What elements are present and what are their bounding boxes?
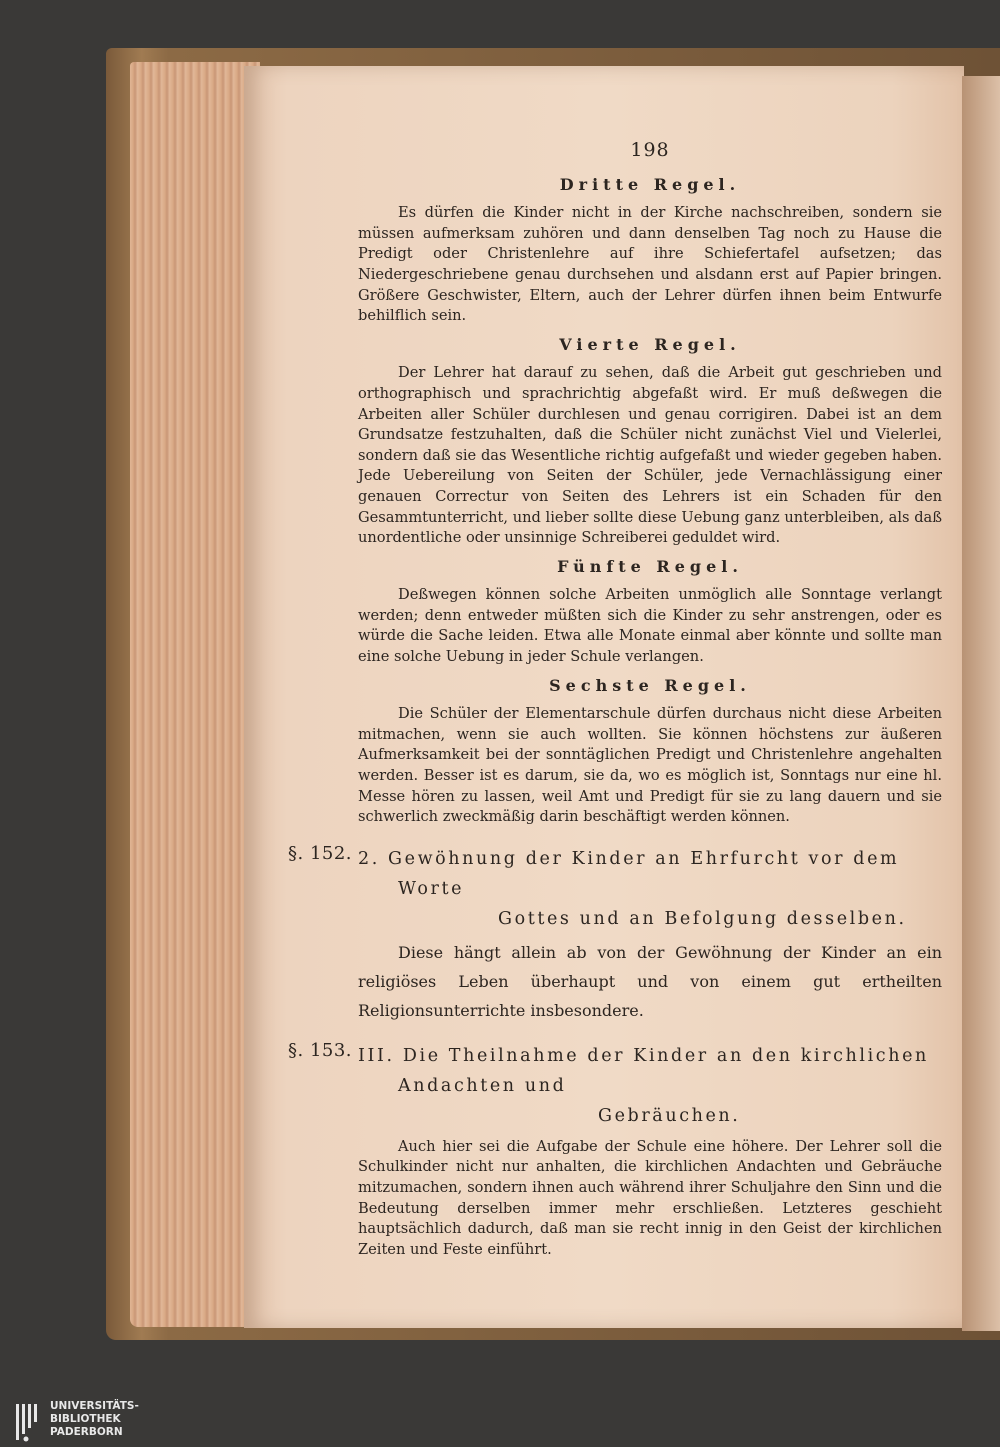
library-logo-icon: [14, 1402, 44, 1442]
library-name-line3: PADERBORN: [50, 1426, 123, 1438]
section-153-title: [358, 1041, 942, 1131]
library-name-line1: UNIVERSITÄTS-: [50, 1400, 139, 1412]
rule5-text: Deßwegen können solche Arbeiten unmöglich alle Sonntage verlangt werden; denn entweder müßten sich die Kinder zu sehr anstrengen, oder es würde die Sache leiden. Etwa alle Monate einmal aber könnte und sollte man eine solche Uebung in jeder Schule verlangen.: [358, 586, 942, 666]
section-152: [288, 842, 942, 1025]
section-152-title: [358, 844, 942, 934]
rule4-heading: Vierte Regel.: [559, 334, 741, 354]
library-name-line2: BIBLIOTHEK: [50, 1413, 121, 1425]
section-152-title-line2: Gottes und an Befolgung desselben.: [498, 908, 907, 929]
facing-page-edge: [962, 76, 1000, 1331]
section-153-title-line2: Gebräuchen.: [598, 1105, 741, 1126]
section-152-number: §. 152.: [288, 842, 353, 864]
rule3-text: Es dürfen die Kinder nicht in der Kirche nachschreiben, sondern sie müssen aufmerksam zuhören und dann denselben Tag noch zu Hause die Predigt oder Christenlehre auf ihre Schiefertafel aufsetzen; das Niedergeschriebene genau durchsehen und alsdann erst auf Papier bringen. Größere Geschwister, Eltern, auch der Lehrer dürfen ihnen beim Entwurfe behilflich sein.: [358, 204, 942, 325]
rule4-text: Der Lehrer hat darauf zu sehen, daß die Arbeit gut geschrieben und orthographisch und sprachrichtig abgefaßt wird. Er muß deßwegen die Arbeiten aller Schüler durchlesen und genau corrigiren. Dabei ist an dem Grundsatze festzuhalten, daß die Schüler nicht zunächst Viel und Vielerlei, sondern daß sie das Wesentliche richtig aufgefaßt und wieder gegeben haben. Jede Uebereilung von Seiten der Schüler, jede Vernachlässigung einer genauen Correctur von Seiten des Lehrers ist ein Schaden für den Gesammtunterricht, und lieber sollte diese Uebung ganz unterbleiben, als daß unordentliche oder unsinnige Schreiberei geduldet wird.: [358, 364, 942, 547]
section-152-text: Diese hängt allein ab von der Gewöhnung der Kinder an ein religiöses Leben überhaupt und von einem gut ertheilten Religionsunterrichte insbesondere.: [358, 942, 942, 1020]
page-content: [288, 139, 942, 1260]
section-152-title-line1: 2. Gewöhnung der Kinder an Ehrfurcht vor dem Worte: [358, 848, 900, 899]
section-153-text: Auch hier sei die Aufgabe der Schule eine höhere. Der Lehrer soll die Schulkinder nicht nur anhalten, die kirchlichen Andachten und Gebräuche mitzumachen, sondern ihnen auch während ihrer Schuljahre den Sinn und die Bedeutung derselben immer mehr erschließen. Letzteres geschieht hauptsächlich dadurch, daß man sie recht innig in den Geist der kirchlichen Zeiten und Feste einführt.: [358, 1137, 942, 1258]
library-name: [50, 1400, 139, 1439]
section-153-number: §. 153.: [288, 1039, 353, 1061]
page-edges: [130, 62, 260, 1327]
footer-bar: [0, 1396, 1000, 1447]
section-153: [288, 1039, 942, 1261]
rule5-heading: Fünfte Regel.: [557, 556, 743, 576]
section-153-title-line1: III. Die Theilnahme der Kinder an den kirchlichen Andachten und: [358, 1045, 929, 1096]
rule3-heading: Dritte Regel.: [559, 174, 741, 194]
rule6-heading: Sechste Regel.: [549, 675, 751, 695]
rule6-text: Die Schüler der Elementarschule dürfen durchaus nicht diese Arbeiten mitmachen, wenn sie auch wollten. Sie können höchstens zur äußeren Aufmerksamkeit bei der sonntäglichen Predigt und Christenlehre angehalten werden. Besser ist es darum, sie da, wo es möglich ist, Sonntags nur eine hl. Messe hören zu lassen, weil Amt und Predigt für sie zu lang dauern und sie schwerlich zweckmäßig darin beschäftigt werden können.: [358, 705, 942, 826]
page-number: 198: [630, 139, 670, 161]
